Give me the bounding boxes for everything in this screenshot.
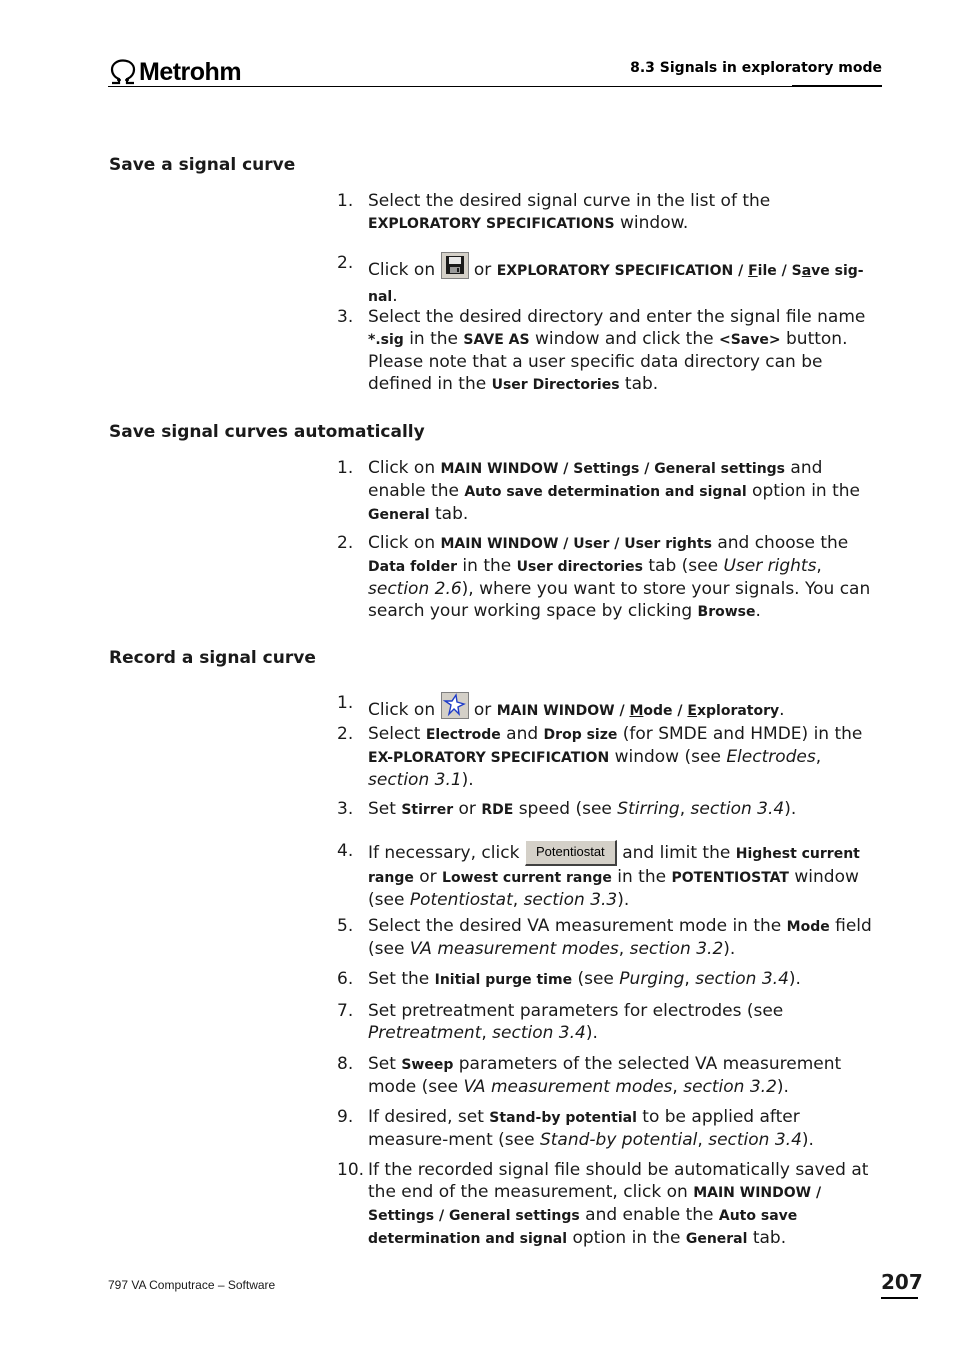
item-number: 7. [337,1001,354,1021]
item-text: Set Stirrer or RDE speed (see Stirring, section 3.4). [368,799,797,819]
item-text: Set the Initial purge time (see Purging, section 3.4). [368,969,801,989]
item-number: 5. [337,916,354,936]
logo-text: Metrohm [139,58,242,86]
item-number: 1. [337,458,354,478]
item-text: Set pretreatment parameters for electrodes (see Pretreatment, section 3.4). [368,1001,784,1043]
item-number: 3. [337,307,354,327]
item-text: If necessary, click Potentiostat and limit the Highest current range or Lowest current range in the POTENTIOSTAT window (see Potentiostat, section 3.3). [368,840,883,911]
item-text: If the recorded signal file should be automatically saved at the end of the measurement, click on MAIN WINDOW / Settings / General settings and enable the Auto save determination and signal option in the General tab. [368,1160,869,1248]
heading-save-automatically: Save signal curves automatically [109,422,425,442]
item-number: 10. [337,1160,365,1180]
item-number: 1. [337,191,354,211]
item-text: Click on MAIN WINDOW / User / User rights and choose the Data folder in the User directories tab (see User rights, section 2.6), where you want to store your signals. You can search your working space by clicking Browse. [368,533,871,621]
omega-logo-icon [108,59,138,85]
item-number: 2. [337,724,354,744]
exploratory-star-icon[interactable] [441,692,469,725]
heading-save-signal-curve: Save a signal curve [109,155,296,175]
item-text: Set Sweep parameters of the selected VA measurement mode (see VA measurement modes, section 3.2). [368,1054,842,1097]
item-number: 2. [337,533,354,553]
item-text: If desired, set Stand-by potential to be applied after measure-ment (see Stand-by potential, section 3.4). [368,1107,814,1150]
save-disk-icon[interactable] [441,252,469,285]
section-reference: 8.3 Signals in exploratory mode [630,60,882,76]
item-text: Click on MAIN WINDOW / Settings / General settings and enable the Auto save determination and signal option in the General tab. [368,458,861,524]
item-number: 6. [337,969,354,989]
item-text: Select the desired signal curve in the list of the EXPLORATORY SPECIFICATIONS window. [368,191,771,233]
potentiostat-button[interactable]: Potentiostat [525,840,617,866]
metrohm-logo [108,58,241,86]
page-number-rule [881,1297,918,1299]
item-number: 8. [337,1054,354,1074]
item-text: Click on or MAIN WINDOW / Mode / Exploratory. [368,692,883,725]
page-number: 207 [881,1270,923,1294]
item-number: 2. [337,253,354,273]
item-text: Click on or EXPLORATORY SPECIFICATION / File / Save sig-nal. [368,252,883,308]
item-number: 4. [337,841,354,861]
page-header [108,56,882,88]
item-number: 1. [337,693,354,713]
item-text: Select Electrode and Drop size (for SMDE and HMDE) in the EX-PLORATORY SPECIFICATION window (see Electrodes, section 3.1). [368,724,863,790]
item-text: Select the desired directory and enter the signal file name *.sig in the SAVE AS window and click the <Save> button. Please note that a user specific data directory can be defined in the User Directories tab. [368,307,866,394]
heading-record-signal-curve: Record a signal curve [109,648,316,668]
header-rule [108,86,792,87]
header-rule-accent [792,85,882,87]
item-number: 3. [337,799,354,819]
item-text: Select the desired VA measurement mode in the Mode field (see VA measurement modes, section 3.2). [368,916,872,959]
item-number: 9. [337,1107,354,1127]
footer-document-title: 797 VA Computrace – Software [108,1278,276,1292]
